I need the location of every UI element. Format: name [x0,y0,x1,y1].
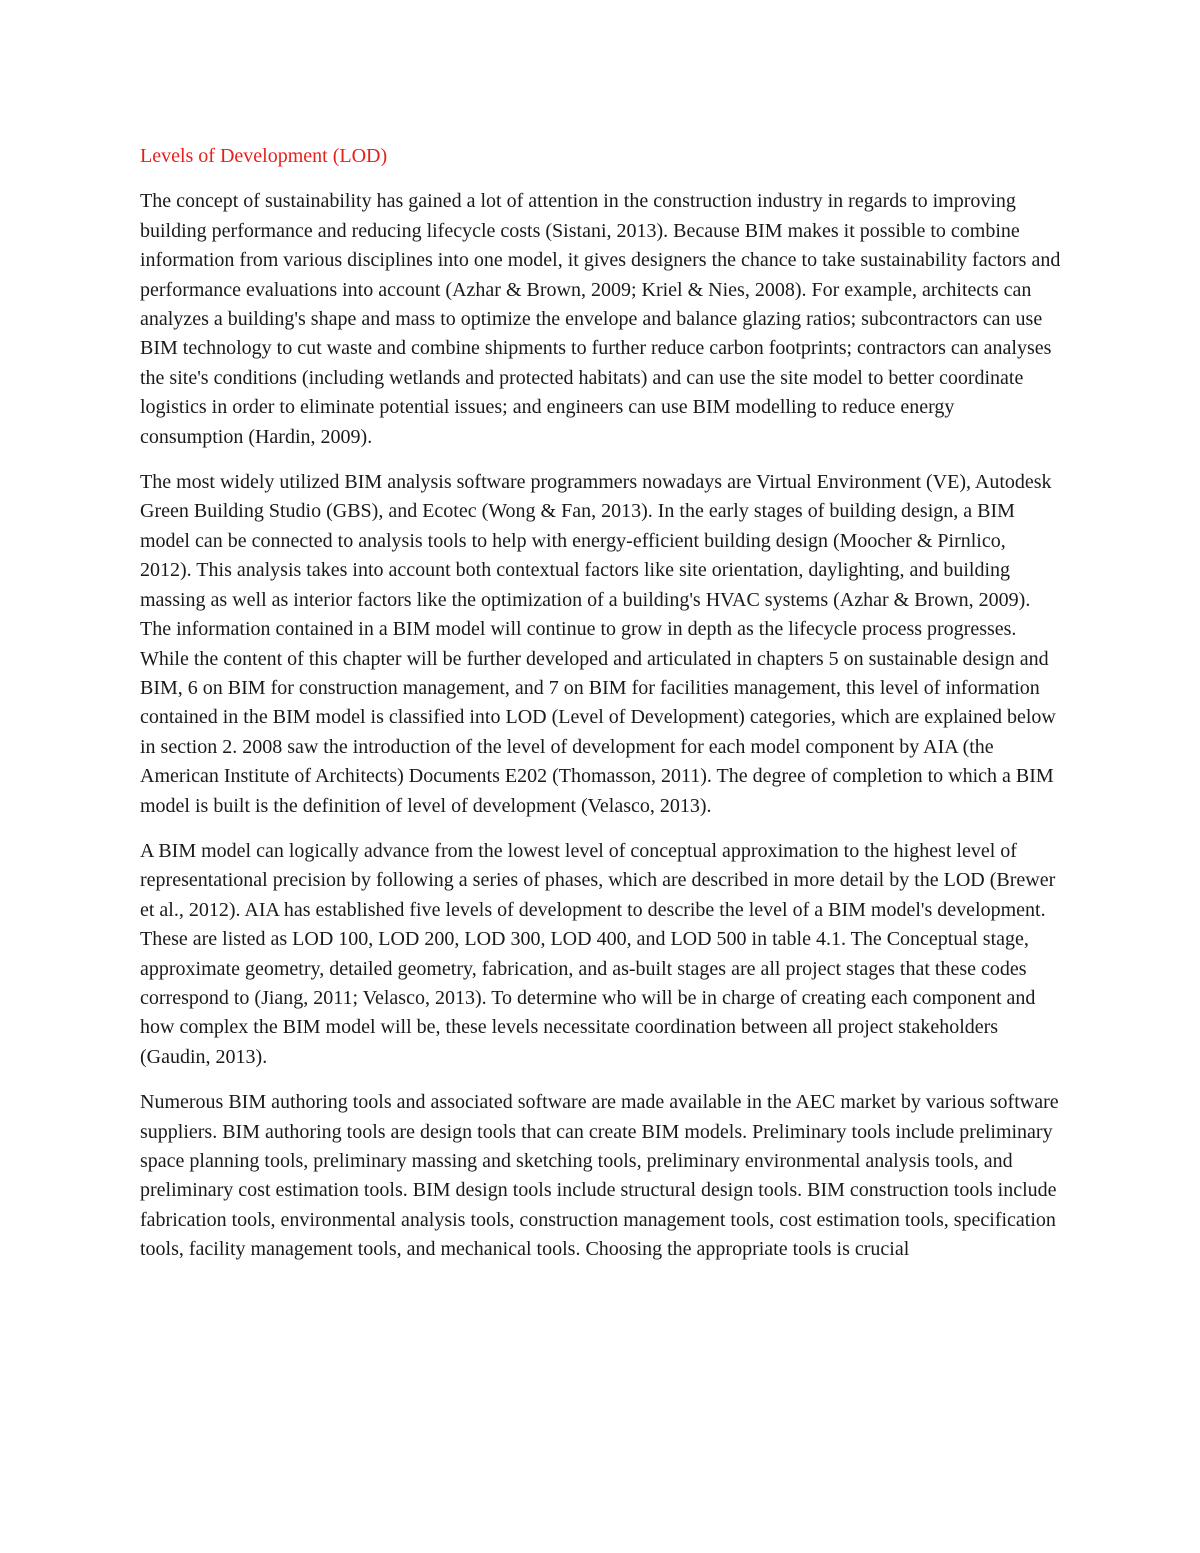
paragraph-analysis-software: The most widely utilized BIM analysis software programmers nowadays are Virtual Environment (VE), Autodesk Green Building Studio (GBS), and Ecotec (Wong & Fan, 2013). In the early stages of building design, a BIM model can be connected to analysis tools to help with energy-efficient building design (Moocher & Pirnlico, 2012). This analysis takes into account both contextual factors like site orientation, daylighting, and building massing as well as interior factors like the optimization of a building's HVAC systems (Azhar & Brown, 2009). The information contained in a BIM model will continue to grow in depth as the lifecycle process progresses. While the content of this chapter will be further developed and articulated in chapters 5 on sustainable design and BIM, 6 on BIM for construction management, and 7 on BIM for facilities management, this level of information contained in the BIM model is classified into LOD (Level of Development) categories, which are explained below in section 2. 2008 saw the introduction of the level of development for each model component by AIA (the American Institute of Architects) Documents E202 (Thomasson, 2011). The degree of completion to which a BIM model is built is the definition of level of development (Velasco, 2013). [140,471,1056,817]
paragraph-lod-levels: A BIM model can logically advance from the lowest level of conceptual approximation to the highest level of representational precision by following a series of phases, which are described in more detail by the LOD (Brewer et al., 2012). AIA has established five levels of development to describe the level of a BIM model's development. These are listed as LOD 100, LOD 200, LOD 300, LOD 400, and LOD 500 in table 4.1. The Conceptual stage, approximate geometry, detailed geometry, fabrication, and as-built stages are all project stages that these codes correspond to (Jiang, 2011; Velasco, 2013). To determine who will be in charge of creating each component and how complex the BIM model will be, these levels necessitate coordination between all project stakeholders (Gaudin, 2013). [140,839,1056,1068]
paragraph-authoring-tools: Numerous BIM authoring tools and associated software are made available in the AEC market by various software suppliers. BIM authoring tools are design tools that can create BIM models. Preliminary tools include preliminary space planning tools, preliminary massing and sketching tools, preliminary environmental analysis tools, and preliminary cost estimation tools. BIM design tools include structural design tools. BIM construction tools include fabrication tools, environmental analysis tools, construction management tools, cost estimation tools, specification tools, facility management tools, and mechanical tools. Choosing the appropriate tools is crucial [140,1091,1059,1261]
section-heading: Levels of Development (LOD) [140,145,388,167]
paragraph-sustainability: The concept of sustainability has gained a lot of attention in the construction industry in regards to improving building performance and reducing lifecycle costs (Sistani, 2013). Because BIM makes it possible to combine information from various disciplines into one model, it gives designers the chance to take sustainability factors and performance evaluations into account (Azhar & Brown, 2009; Kriel & Nies, 2008). For example, architects can analyzes a building's shape and mass to optimize the envelope and balance glazing ratios; subcontractors can use BIM technology to cut waste and combine shipments to further reduce carbon footprints; contractors can analyses the site's conditions (including wetlands and protected habitats) and can use the site model to better coordinate logistics in order to eliminate potential issues; and engineers can use BIM modelling to reduce energy consumption (Hardin, 2009). [140,190,1061,448]
document-body [140,142,1062,1281]
